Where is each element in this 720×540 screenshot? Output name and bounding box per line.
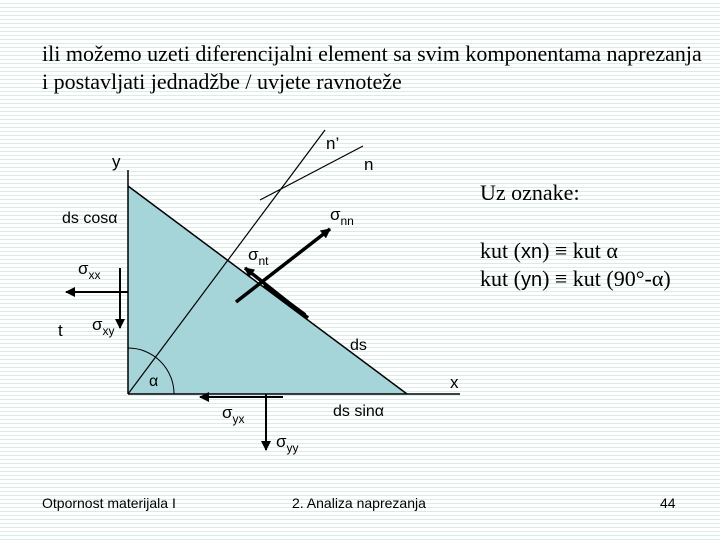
legend-line-1: kut (xn) ≡ kut α — [480, 238, 618, 263]
slide-title: ili možemo uzeti diferencijalni element sa svim komponentama naprezanja i postavljati jednadžbe / uvjete ravnoteže — [42, 41, 702, 94]
footer-course-name: Otpornost materijala I — [42, 495, 176, 511]
t-label: t — [58, 321, 63, 340]
sigma-nn-label: $\sigma_{nn}$ — [330, 205, 354, 228]
n-label: n — [364, 155, 374, 174]
sigma-yx-label: $\sigma_{yx}$ — [222, 403, 245, 426]
footer-page-number: 44 — [660, 495, 676, 511]
n-axis — [260, 146, 363, 200]
sigma-nn-arrow — [236, 229, 330, 302]
ds-label: ds — [350, 337, 367, 354]
legend-heading: Uz oznake: — [480, 180, 580, 205]
alpha-label: α — [149, 373, 159, 390]
sigma-nt-label: $\sigma_{nt}$ — [248, 245, 269, 268]
ds-sin-alpha-label: ds sinα — [333, 403, 385, 420]
x-label: x — [450, 373, 459, 392]
legend-line-2: kut (yn) ≡ kut (90°-α) — [480, 266, 671, 291]
footer-chapter: 2. Analiza naprezanja — [292, 495, 426, 511]
sigma-xx-label: $\sigma_{xx}$ — [78, 259, 101, 282]
sigma-xy-label: $\sigma_{xy}$ — [92, 315, 115, 338]
sigma-yy-label: $\sigma_{yy}$ — [276, 432, 299, 455]
y-label: y — [112, 152, 121, 171]
n-prime-label: n’ — [326, 134, 340, 153]
ds-cos-alpha-label: ds cosα — [62, 210, 118, 227]
